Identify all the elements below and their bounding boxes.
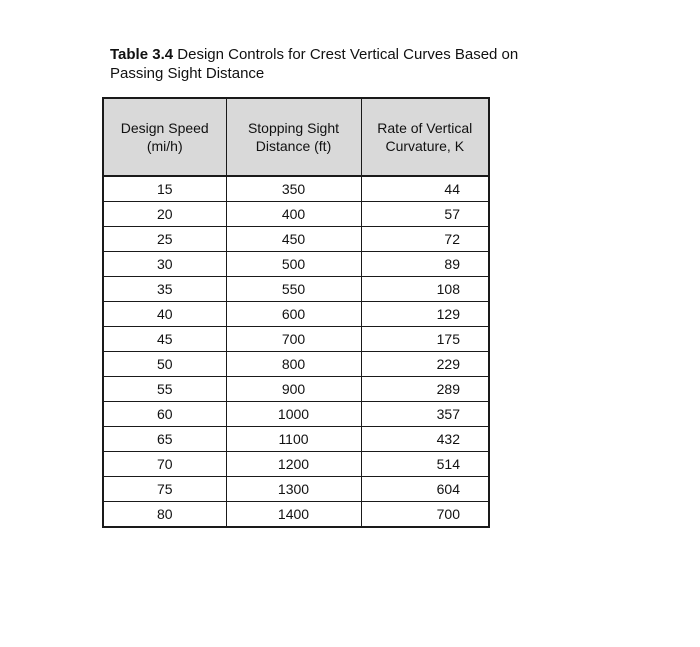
data-table (104, 99, 488, 526)
header-line: (mi/h) (146, 138, 183, 154)
design-speed-cell: 25 (104, 227, 226, 252)
table-row (104, 352, 488, 377)
curvature-k-cell: 129 (361, 302, 488, 327)
table-row (104, 277, 488, 302)
stopping-sight-distance-cell: 1200 (226, 452, 361, 477)
curvature-k-cell: 514 (361, 452, 488, 477)
header-line: Distance (ft) (255, 138, 332, 154)
table-caption (110, 45, 530, 83)
stopping-sight-distance-cell: 1100 (226, 427, 361, 452)
header-row (104, 99, 488, 176)
design-speed-cell: 55 (104, 377, 226, 402)
design-speed-cell: 30 (104, 252, 226, 277)
curvature-k-cell: 108 (361, 277, 488, 302)
curvature-k-cell: 175 (361, 327, 488, 352)
stopping-sight-distance-cell: 700 (226, 327, 361, 352)
table-row (104, 402, 488, 427)
stopping-sight-distance-cell: 1300 (226, 477, 361, 502)
design-controls-table (102, 97, 490, 528)
design-speed-cell: 75 (104, 477, 226, 502)
design-speed-cell: 45 (104, 327, 226, 352)
design-speed-cell: 35 (104, 277, 226, 302)
table-row (104, 427, 488, 452)
stopping-sight-distance-cell: 350 (226, 176, 361, 202)
stopping-sight-distance-cell: 500 (226, 252, 361, 277)
stopping-sight-distance-cell: 600 (226, 302, 361, 327)
header-line: Curvature, K (385, 138, 465, 154)
stopping-sight-distance-cell: 450 (226, 227, 361, 252)
curvature-k-cell: 89 (361, 252, 488, 277)
stopping-sight-distance-cell: 550 (226, 277, 361, 302)
design-speed-cell: 65 (104, 427, 226, 452)
stopping-sight-distance-cell: 1400 (226, 502, 361, 527)
table-row (104, 327, 488, 352)
stopping-sight-distance-cell: 400 (226, 202, 361, 227)
curvature-k-cell: 44 (361, 176, 488, 202)
curvature-k-cell: 432 (361, 427, 488, 452)
table-row (104, 302, 488, 327)
table-number: Table 3.4 (110, 46, 174, 63)
design-speed-cell: 80 (104, 502, 226, 527)
header-line: Stopping Sight (247, 120, 340, 136)
design-speed-cell: 40 (104, 302, 226, 327)
curvature-k-cell: 72 (361, 227, 488, 252)
table-row (104, 227, 488, 252)
curvature-k-cell: 229 (361, 352, 488, 377)
table-row (104, 202, 488, 227)
curvature-k-cell: 57 (361, 202, 488, 227)
header-line: Design Speed (120, 120, 209, 136)
stopping-sight-distance-cell: 900 (226, 377, 361, 402)
table-row (104, 377, 488, 402)
column-header-design-speed (104, 99, 226, 176)
table-row (104, 252, 488, 277)
stopping-sight-distance-cell: 800 (226, 352, 361, 377)
table-title: Design Controls for Crest Vertical Curves Based on Passing Sight Distance (110, 46, 519, 82)
table-row (104, 477, 488, 502)
column-header-rate-of-vertical-curvature (361, 99, 488, 176)
table-row (104, 176, 488, 202)
column-header-stopping-sight-distance (226, 99, 361, 176)
curvature-k-cell: 604 (361, 477, 488, 502)
header-line: Rate of Vertical (377, 120, 473, 136)
curvature-k-cell: 357 (361, 402, 488, 427)
design-speed-cell: 15 (104, 176, 226, 202)
stopping-sight-distance-cell: 1000 (226, 402, 361, 427)
design-speed-cell: 70 (104, 452, 226, 477)
curvature-k-cell: 700 (436, 506, 460, 522)
design-speed-cell: 50 (104, 352, 226, 377)
design-speed-cell: 20 (104, 202, 226, 227)
table-row (104, 502, 488, 527)
table-row (104, 452, 488, 477)
table-body (104, 176, 488, 526)
design-speed-cell: 60 (104, 402, 226, 427)
curvature-k-cell: 289 (361, 377, 488, 402)
